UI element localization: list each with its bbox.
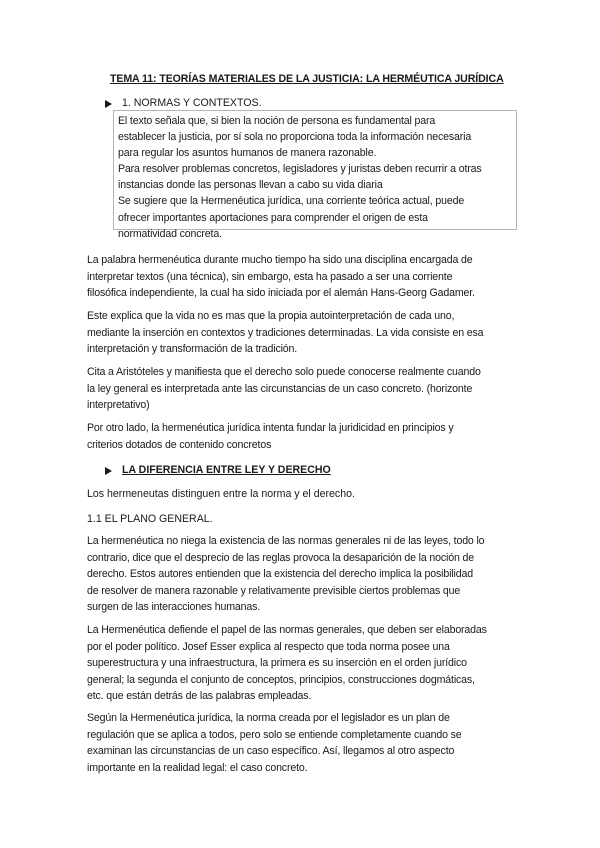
paragraph-line: interpretación y transformación de la tradición. [87,343,298,356]
box-line: El texto señala que, si bien la noción de persona es fundamental para [118,115,436,127]
intro-line: Los hermeneutas distinguen entre la norma y el derecho. [87,488,355,500]
subsection-heading: 1.1 EL PLANO GENERAL. [87,513,213,525]
paragraph-hermeneutica [87,252,517,302]
arrow-bullet-icon [105,467,112,475]
paragraph-juridicidad [87,420,517,453]
box-line: ofrecer importantes aportaciones para comprender el origen de esta [118,211,428,224]
paragraph-line: interpretar textos (una técnica), sin embargo, esta ha pasado a ser una corriente [87,270,453,283]
paragraph-line: filosófica independiente, la cual ha sido iniciada por el alemán Hans-Georg Gadamer. [87,287,475,300]
paragraph-line: examinan las circunstancias de un caso específico. Así, llegamos al otro aspecto [87,745,455,758]
box-line: Se sugiere que la Hermenéutica jurídica, una corriente teórica actual, puede [118,195,465,208]
paragraph-normas-generales [87,533,517,616]
section-label: LA DIFERENCIA ENTRE LEY Y DERECHO [122,464,331,476]
paragraph-line: la ley general es interpretada ante las circunstancias de un caso concreto. (horizonte [87,382,473,395]
document-title: TEMA 11: TEORÍAS MATERIALES DE LA JUSTICIA: LA HERMÉUTICA JURÍDICA [110,73,504,85]
paragraph-line: por el poder político. Josef Esser explica al respecto que toda norma posee una [87,640,450,653]
paragraph-aristoteles [87,364,517,414]
paragraph-line: Según la Hermenéutica jurídica, la norma creada por el legislador es un plan de [87,712,450,724]
box-line: normatividad concreta. [118,227,222,240]
box-line: establecer la justicia, por sí sola no proporciona toda la información necesaria [118,131,472,144]
paragraph-line: interpretativo) [87,399,150,412]
box-line: Para resolver problemas concretos, legisladores y juristas deben recurrir a otras [118,163,482,176]
arrow-bullet-icon [105,100,112,108]
section-label: 1. NORMAS Y CONTEXTOS. [122,97,262,109]
paragraph-line: derecho. Estos autores entienden que la existencia del derecho implica la posibilidad [87,568,473,581]
paragraph-line: Cita a Aristóteles y manifiesta que el derecho solo puede conocerse realmente cuando [87,366,481,378]
paragraph-line: La palabra hermenéutica durante mucho tiempo ha sido una disciplina encargada de [87,254,473,266]
paragraph-line: La Hermenéutica defiende el papel de las normas generales, que deben ser elaboradas [87,624,487,636]
paragraph-line: regulación que se aplica a todos, pero solo se entiende completamente cuando se [87,728,462,741]
box-line: para regular los asuntos humanos de manera razonable. [118,147,377,160]
paragraph-esser [87,622,517,705]
paragraph-caso-concreto [87,710,517,776]
paragraph-line: contrario, dice que el desprecio de las reglas provoca la desaparición de la noción de [87,551,474,564]
section-heading-ley-derecho [105,463,331,479]
paragraph-line: La hermenéutica no niega la existencia de las normas generales ni de las leyes, todo lo [87,535,485,547]
paragraph-line: etc. que están detrás de las palabras empleadas. [87,690,312,703]
paragraph-line: surgen de las interacciones humanas. [87,601,261,614]
paragraph-gadamer [87,308,517,358]
paragraph-line: general; la segunda el conjunto de conceptos, principios, construcciones dogmáticas, [87,673,475,686]
paragraph-line: mediante la inserción en contextos y tradiciones determinadas. La vida consiste en esa [87,326,484,339]
summary-box [113,110,517,240]
paragraph-line: de resolver de manera razonable y relativamente previsible ciertos problemas que [87,584,461,597]
box-line: instancias donde las personas llevan a cabo su vida diaria [118,179,383,192]
paragraph-line: importante en la realidad legal: el caso concreto. [87,761,308,774]
paragraph-line: criterios dotados de contenido concretos [87,438,272,451]
paragraph-line: Este explica que la vida no es mas que la propia autointerpretación de cada uno, [87,310,455,322]
paragraph-line: superestructura y una infraestructura, la primera es su inserción en el orden jurídico [87,657,467,670]
paragraph-line: Por otro lado, la hermenéutica jurídica intenta fundar la juridicidad en principios y [87,422,454,434]
